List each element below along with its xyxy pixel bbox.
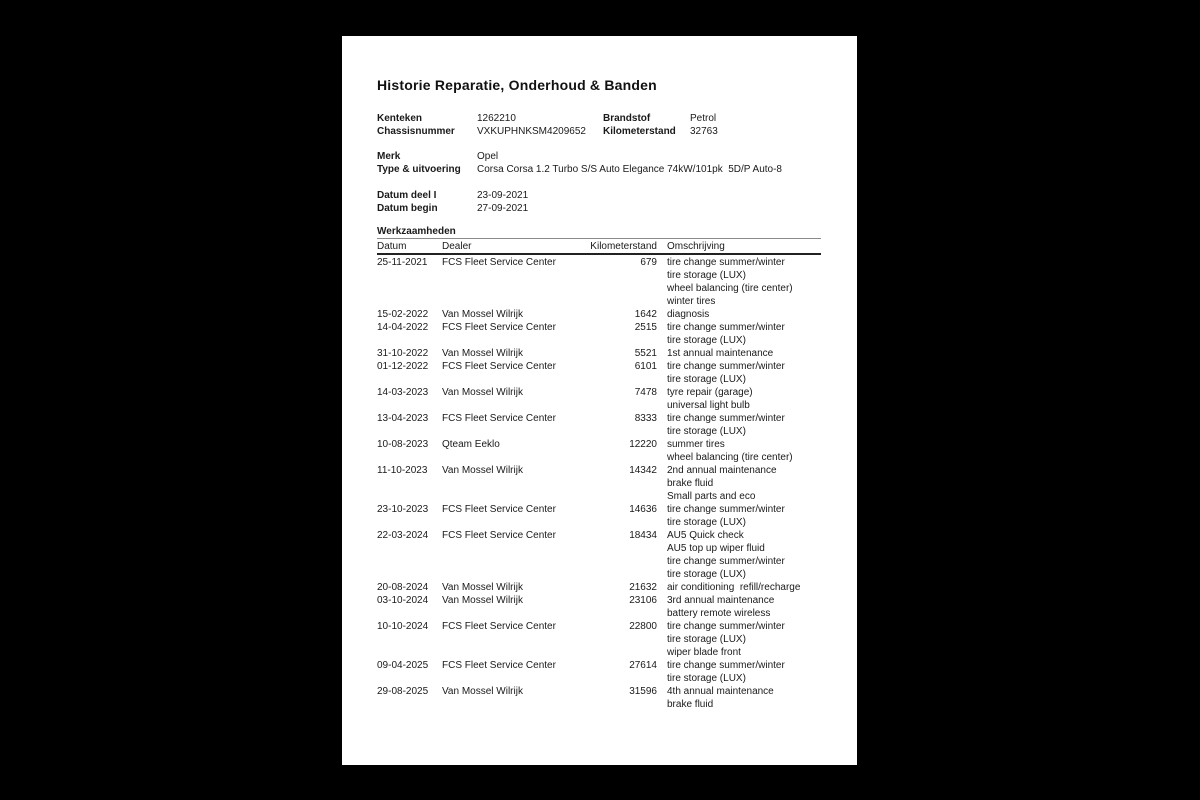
entry-date: 22-03-2024 — [377, 530, 429, 541]
entry-kilometerstand: 2515 — [634, 322, 657, 333]
info-row-merk — [377, 150, 821, 163]
description-line: wheel balancing (tire center) — [667, 283, 793, 294]
entry-dealer: FCS Fleet Service Center — [442, 660, 556, 671]
info-row-chassisnummer — [377, 125, 821, 138]
entry-descriptions — [667, 321, 821, 347]
entry-dealer: FCS Fleet Service Center — [442, 530, 556, 541]
chassisnummer-label: Chassisnummer — [377, 126, 455, 137]
type-uitvoering-label: Type & uitvoering — [377, 164, 461, 175]
entry-dealer: Qteam Eeklo — [442, 439, 500, 450]
table-row — [377, 360, 821, 386]
entry-date: 23-10-2023 — [377, 504, 429, 515]
entry-kilometerstand: 8333 — [634, 413, 657, 424]
entry-descriptions — [667, 581, 821, 594]
entry-descriptions — [667, 386, 821, 412]
entry-date: 01-12-2022 — [377, 361, 429, 372]
info-row-datum-deel-1 — [377, 189, 821, 202]
description-line: 2nd annual maintenance — [667, 465, 777, 476]
entry-date: 14-04-2022 — [377, 322, 429, 333]
info-row-datum-begin — [377, 202, 821, 215]
page-title: Historie Reparatie, Onderhoud & Banden — [377, 77, 657, 93]
service-table-body — [377, 255, 821, 711]
entry-descriptions — [667, 594, 821, 620]
entry-dealer: Van Mossel Wilrijk — [442, 582, 523, 593]
entry-kilometerstand: 23106 — [629, 595, 657, 606]
entry-kilometerstand: 18434 — [629, 530, 657, 541]
entry-descriptions — [667, 438, 821, 464]
description-line: tire storage (LUX) — [667, 426, 746, 437]
description-line: AU5 Quick check — [667, 530, 744, 541]
entry-date: 25-11-2021 — [377, 257, 428, 268]
table-row — [377, 659, 821, 685]
entry-kilometerstand: 31596 — [629, 686, 657, 697]
entry-dealer: FCS Fleet Service Center — [442, 322, 556, 333]
entry-date: 10-10-2024 — [377, 621, 429, 632]
entry-kilometerstand: 14636 — [629, 504, 657, 515]
description-line: diagnosis — [667, 309, 710, 320]
info-row-type-uitvoering — [377, 163, 821, 176]
description-line: tire change summer/winter — [667, 361, 785, 372]
description-line: universal light bulb — [667, 400, 750, 411]
table-row — [377, 412, 821, 438]
description-line: wiper blade front — [667, 647, 741, 658]
vehicle-identity-block — [377, 112, 821, 138]
section-title-werkzaamheden: Werkzaamheden — [377, 226, 456, 237]
datum-begin-label: Datum begin — [377, 203, 438, 214]
description-line: battery remote wireless — [667, 608, 771, 619]
description-line: tire storage (LUX) — [667, 517, 746, 528]
table-row — [377, 464, 821, 503]
description-line: wheel balancing (tire center) — [667, 452, 793, 463]
entry-descriptions — [667, 347, 821, 360]
entry-kilometerstand: 14342 — [629, 465, 657, 476]
entry-date: 13-04-2023 — [377, 413, 429, 424]
description-line: tire storage (LUX) — [667, 673, 746, 684]
datum-begin-value: 27-09-2021 — [477, 203, 529, 214]
description-line: tyre repair (garage) — [667, 387, 753, 398]
description-line: tire change summer/winter — [667, 660, 785, 671]
entry-kilometerstand: 22800 — [629, 621, 657, 632]
entry-dealer: Van Mossel Wilrijk — [442, 686, 523, 697]
registration-dates-block — [377, 189, 821, 215]
description-line: tire change summer/winter — [667, 556, 785, 567]
table-row — [377, 386, 821, 412]
entry-kilometerstand: 21632 — [629, 582, 657, 593]
entry-dealer: Van Mossel Wilrijk — [442, 387, 523, 398]
table-row — [377, 503, 821, 529]
entry-date: 11-10-2023 — [377, 465, 428, 476]
description-line: 1st annual maintenance — [667, 348, 774, 359]
entry-kilometerstand: 6101 — [634, 361, 657, 372]
entry-dealer: FCS Fleet Service Center — [442, 504, 556, 515]
entry-dealer: Van Mossel Wilrijk — [442, 465, 523, 476]
datum-deel-1-value: 23-09-2021 — [477, 190, 529, 201]
entry-kilometerstand: 5521 — [634, 348, 657, 359]
column-header-dealer: Dealer — [442, 241, 472, 252]
vehicle-model-block — [377, 150, 821, 176]
description-line: 4th annual maintenance — [667, 686, 774, 697]
table-row — [377, 438, 821, 464]
entry-descriptions — [667, 685, 821, 711]
document-page — [342, 36, 857, 765]
brandstof-value: Petrol — [690, 113, 717, 124]
column-header-omschrijving: Omschrijving — [667, 241, 725, 252]
merk-value: Opel — [477, 151, 499, 162]
description-line: tire storage (LUX) — [667, 374, 746, 385]
kilometerstand-label: Kilometerstand — [603, 126, 676, 137]
kilometerstand-value: 32763 — [690, 126, 718, 137]
entry-kilometerstand: 679 — [640, 257, 657, 268]
table-row — [377, 529, 821, 581]
kenteken-value: 1262210 — [477, 113, 516, 124]
table-row — [377, 685, 821, 711]
entry-date: 20-08-2024 — [377, 582, 429, 593]
entry-dealer: FCS Fleet Service Center — [442, 361, 556, 372]
entry-date: 10-08-2023 — [377, 439, 429, 450]
table-row — [377, 308, 821, 321]
entry-dealer: Van Mossel Wilrijk — [442, 309, 523, 320]
entry-dealer: FCS Fleet Service Center — [442, 621, 556, 632]
description-line: brake fluid — [667, 699, 714, 710]
kenteken-label: Kenteken — [377, 113, 423, 124]
table-row — [377, 581, 821, 594]
table-row — [377, 347, 821, 360]
description-line: brake fluid — [667, 478, 714, 489]
description-line: winter tires — [667, 296, 716, 307]
description-line: tire storage (LUX) — [667, 270, 746, 281]
description-line: tire storage (LUX) — [667, 634, 746, 645]
datum-deel-1-label: Datum deel I — [377, 190, 437, 201]
entry-descriptions — [667, 360, 821, 386]
brandstof-label: Brandstof — [603, 113, 651, 124]
entry-date: 29-08-2025 — [377, 686, 429, 697]
entry-kilometerstand: 12220 — [629, 439, 657, 450]
description-line: 3rd annual maintenance — [667, 595, 775, 606]
column-header-datum: Datum — [377, 241, 407, 252]
info-row-kenteken — [377, 112, 821, 125]
entry-descriptions — [667, 308, 821, 321]
entry-date: 15-02-2022 — [377, 309, 429, 320]
description-line: tire storage (LUX) — [667, 335, 746, 346]
entry-date: 31-10-2022 — [377, 348, 429, 359]
entry-dealer: FCS Fleet Service Center — [442, 257, 556, 268]
entry-dealer: Van Mossel Wilrijk — [442, 595, 523, 606]
table-row — [377, 256, 821, 308]
entry-descriptions — [667, 503, 821, 529]
entry-descriptions — [667, 659, 821, 685]
entry-descriptions — [667, 412, 821, 438]
entry-descriptions — [667, 256, 821, 308]
entry-kilometerstand: 1642 — [634, 309, 657, 320]
description-line: summer tires — [667, 439, 725, 450]
entry-kilometerstand: 27614 — [629, 660, 657, 671]
description-line: tire change summer/winter — [667, 322, 785, 333]
description-line: tire change summer/winter — [667, 257, 785, 268]
description-line: tire storage (LUX) — [667, 569, 746, 580]
entry-descriptions — [667, 529, 821, 581]
table-row — [377, 594, 821, 620]
table-row — [377, 620, 821, 659]
description-line: tire change summer/winter — [667, 413, 785, 424]
type-uitvoering-value: Corsa Corsa 1.2 Turbo S/S Auto Elegance 74kW/101pk 5D/P Auto-8 — [477, 164, 782, 175]
chassisnummer-value: VXKUPHNKSM4209652 — [477, 126, 586, 137]
entry-date: 14-03-2023 — [377, 387, 429, 398]
entry-date: 03-10-2024 — [377, 595, 429, 606]
merk-label: Merk — [377, 151, 401, 162]
entry-descriptions — [667, 620, 821, 659]
description-line: Small parts and eco — [667, 491, 756, 502]
description-line: tire change summer/winter — [667, 621, 785, 632]
description-line: air conditioning refill/recharge — [667, 582, 801, 593]
table-row — [377, 321, 821, 347]
entry-date: 09-04-2025 — [377, 660, 429, 671]
entry-descriptions — [667, 464, 821, 503]
service-table-header — [377, 238, 821, 255]
column-header-kilometerstand: Kilometerstand — [590, 241, 657, 252]
entry-dealer: Van Mossel Wilrijk — [442, 348, 523, 359]
description-line: AU5 top up wiper fluid — [667, 543, 765, 554]
entry-kilometerstand: 7478 — [634, 387, 657, 398]
entry-dealer: FCS Fleet Service Center — [442, 413, 556, 424]
description-line: tire change summer/winter — [667, 504, 785, 515]
